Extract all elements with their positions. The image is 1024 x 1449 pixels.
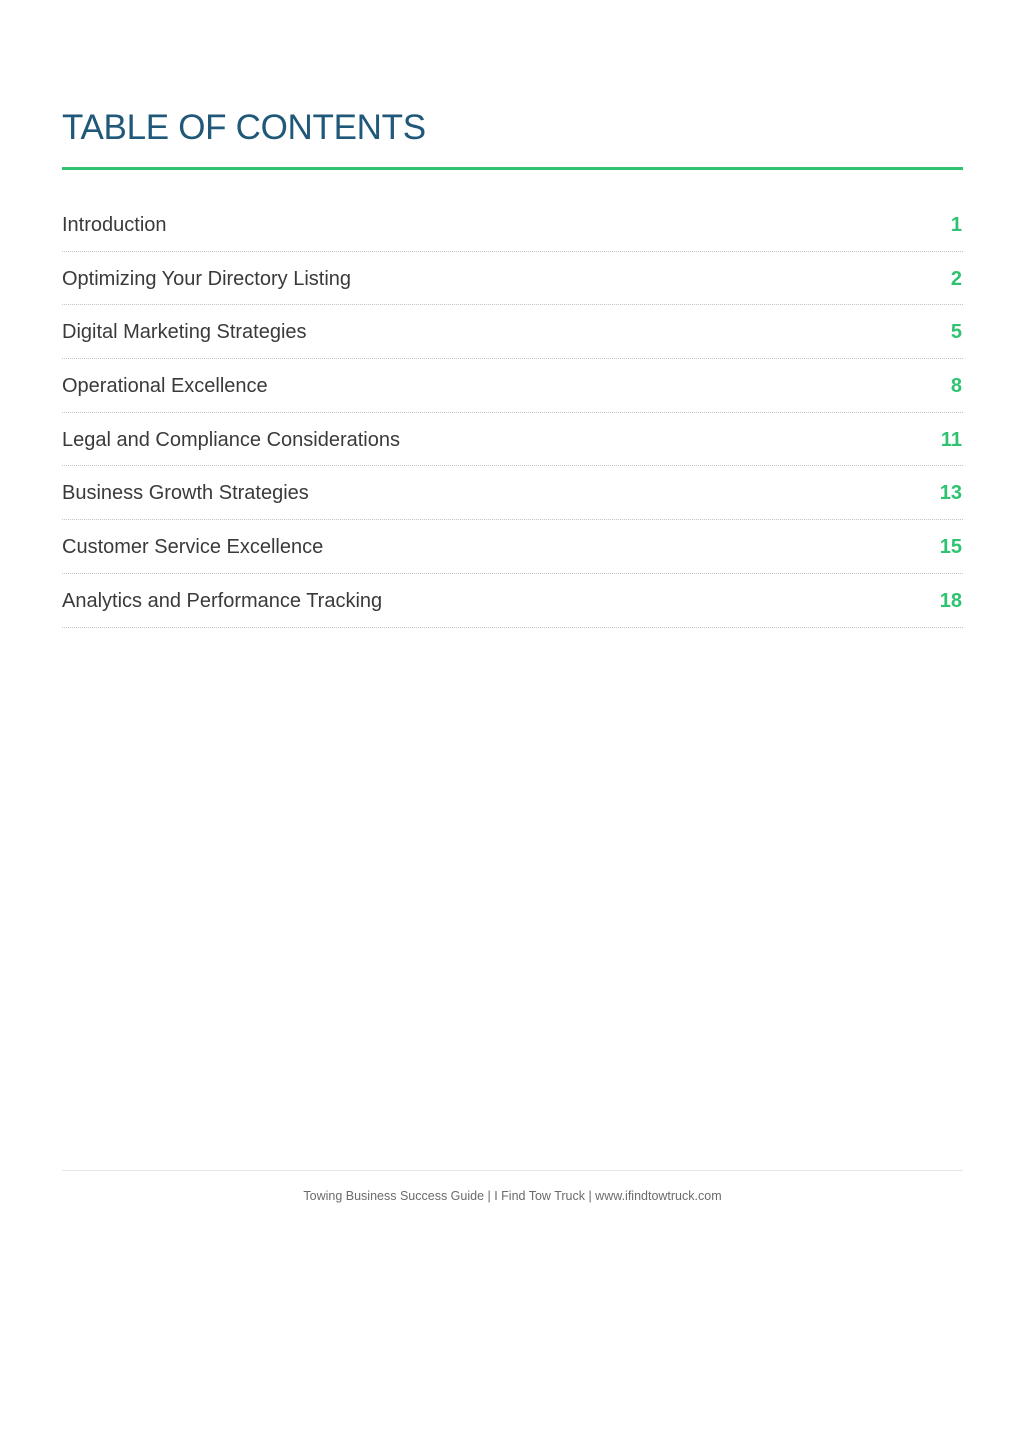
toc-entry-page-number: 15 (939, 536, 962, 559)
toc-entry-business-growth[interactable] (62, 466, 963, 520)
toc-entry-page-number: 1 (950, 214, 962, 236)
toc-entry-label: Customer Service Excellence (62, 536, 324, 559)
toc-entry-page-number: 5 (950, 321, 962, 344)
toc-entry-label: Business Growth Strategies (62, 482, 309, 505)
toc-entry-page-number: 2 (950, 267, 962, 290)
toc-entry-label: Optimizing Your Directory Listing (62, 267, 352, 290)
toc-entry-directory-listing[interactable] (62, 252, 963, 306)
toc-entry-page-number: 18 (939, 589, 962, 612)
page-title: TABLE OF CONTENTS (62, 108, 426, 147)
footer-divider (62, 1170, 963, 1171)
toc-entry-introduction[interactable] (62, 198, 963, 252)
toc-entry-customer-service[interactable] (62, 520, 963, 574)
toc-entry-label: Digital Marketing Strategies (62, 321, 307, 344)
toc-entry-page-number: 13 (939, 482, 962, 505)
toc-entry-operational-excellence[interactable] (62, 359, 963, 413)
toc-entry-label: Legal and Compliance Considerations (62, 428, 400, 451)
document-page (62, 0, 963, 1449)
toc-entry-digital-marketing[interactable] (62, 305, 963, 359)
toc-entry-label: Operational Excellence (62, 375, 268, 398)
toc-entry-label: Introduction (62, 214, 167, 236)
toc-list (62, 198, 963, 628)
toc-entry-page-number: 8 (950, 375, 962, 398)
toc-entry-analytics[interactable] (62, 574, 963, 628)
toc-entry-label: Analytics and Performance Tracking (62, 589, 383, 612)
toc-entry-legal-compliance[interactable] (62, 413, 963, 467)
title-divider (62, 167, 963, 170)
page-footer: Towing Business Success Guide | I Find Tow Truck | www.ifindtowtruck.com (303, 1189, 722, 1203)
toc-entry-page-number: 11 (940, 428, 962, 451)
